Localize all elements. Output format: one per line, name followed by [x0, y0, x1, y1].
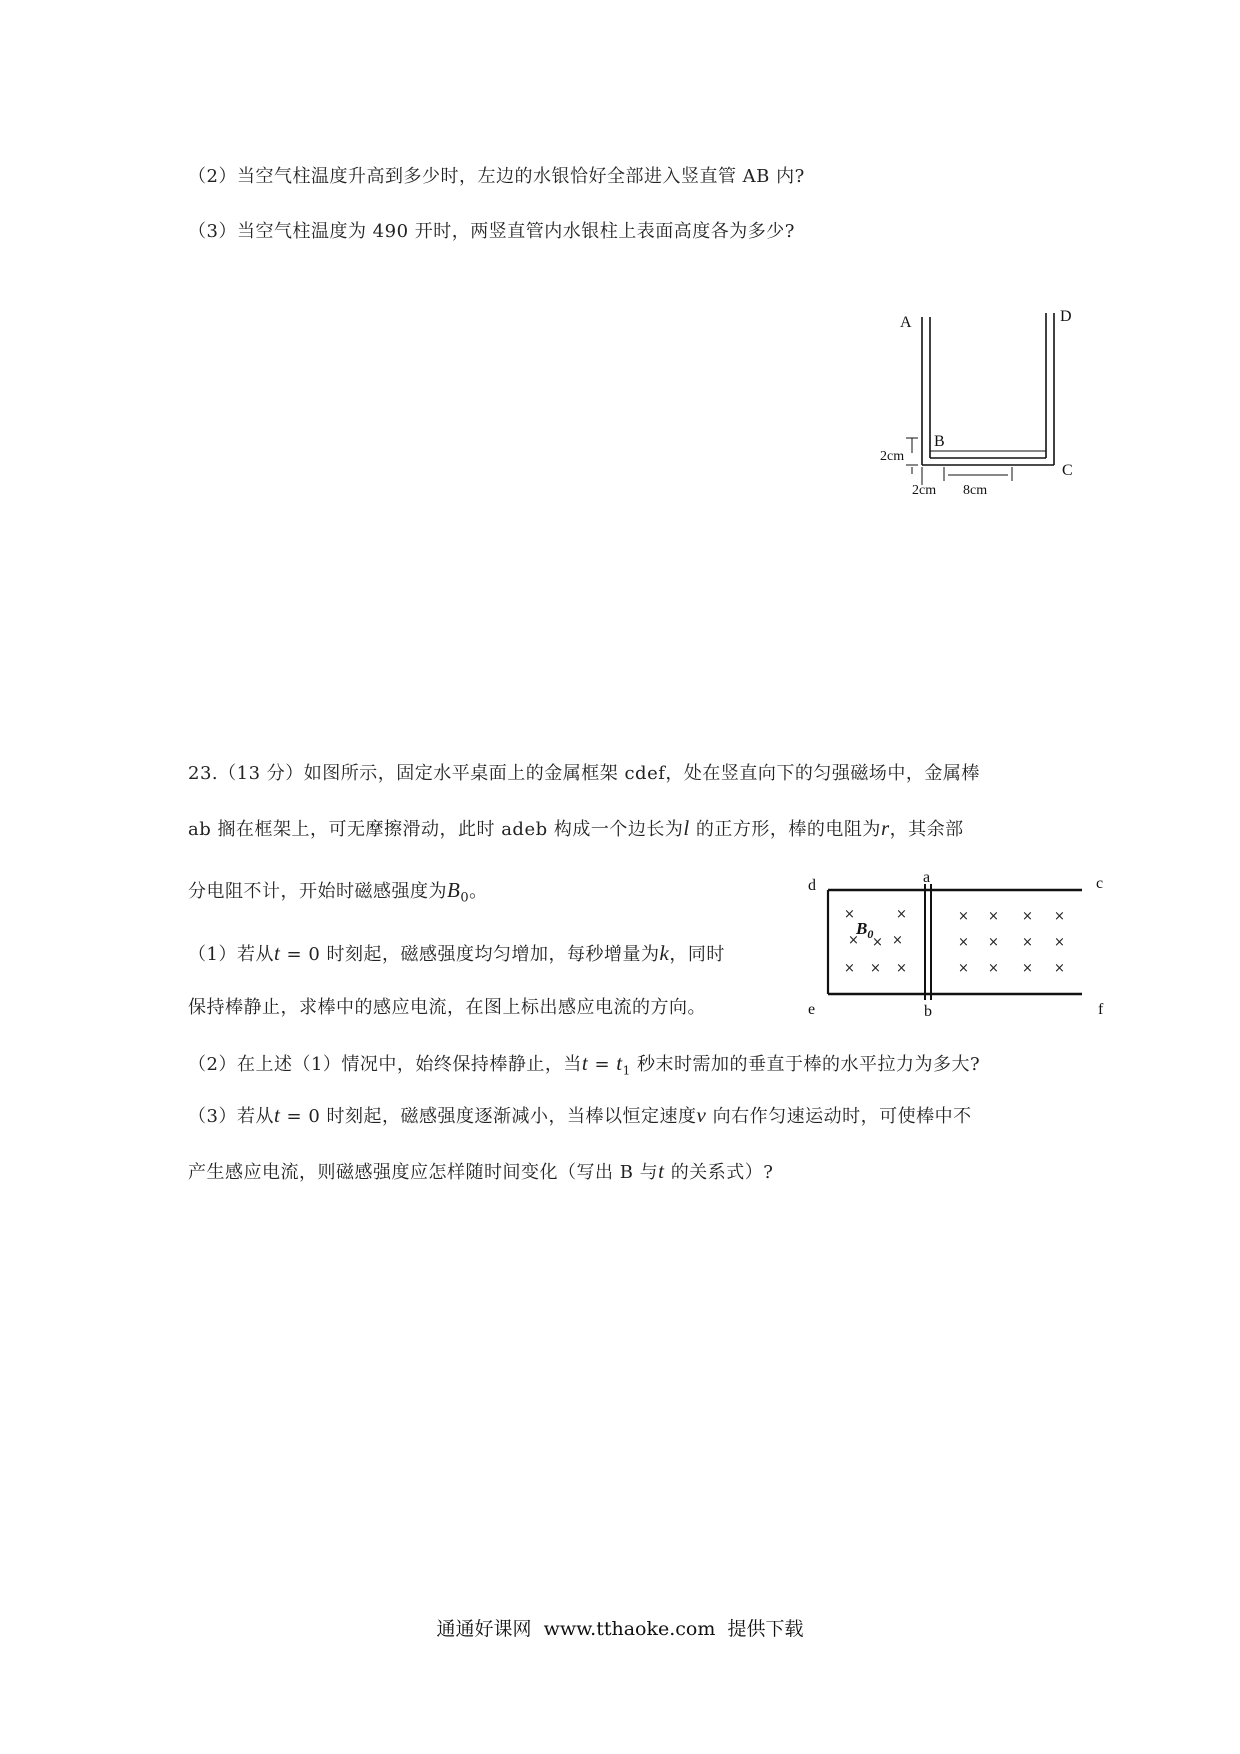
q23-p2-pre: （2）在上述（1）情况中，始终保持棒静止，当: [188, 1054, 582, 1075]
field-cross-mark: ×: [892, 933, 903, 948]
var-b0: B: [447, 878, 461, 902]
var-k: k: [659, 941, 670, 965]
label-a: A: [900, 314, 912, 331]
var-r: r: [880, 816, 890, 840]
magnetic-field-crosses: [844, 907, 1065, 976]
label-d: D: [1060, 308, 1072, 325]
var-t1-sub: 1: [622, 1063, 631, 1078]
field-cross-mark: ×: [1022, 909, 1033, 924]
field-cross-mark: ×: [1054, 909, 1065, 924]
field-cross-mark: ×: [896, 907, 907, 922]
q23-line1: 23.（13 分）如图所示，固定水平桌面上的金属框架 cdef，处在竖直向下的匀强磁场中，金属棒: [188, 763, 980, 784]
eq-sign: =: [588, 1054, 617, 1075]
metal-frame-figure: [800, 868, 1120, 1028]
field-label: [855, 919, 873, 941]
dim-2cm-horizontal: 2cm: [912, 483, 937, 495]
q23-line3-post: 。: [469, 881, 488, 902]
q23-line2-post: ，其余部: [889, 819, 964, 840]
q23-p2-post: 秒末时需加的垂直于棒的水平拉力为多大?: [630, 1054, 981, 1075]
u-tube-figure: [870, 305, 1090, 495]
label-c: c: [1096, 875, 1104, 892]
eq-zero: = 0: [280, 1106, 321, 1127]
field-cross-mark: ×: [872, 935, 883, 950]
q22-part3: （3）当空气柱温度为 490 开时，两竖直管内水银柱上表面高度各为多少?: [188, 221, 795, 242]
label-a: a: [923, 869, 931, 886]
q23-part1-a: [188, 941, 725, 967]
q23-part3-b: [188, 1159, 773, 1185]
field-cross-mark: ×: [844, 961, 855, 976]
q23-line2: [188, 816, 964, 842]
field-cross-mark: ×: [896, 961, 907, 976]
q23-line2-mid: 的正方形，棒的电阻为: [689, 819, 881, 840]
q23-line2-pre: ab 搁在框架上，可无摩擦滑动，此时 adeb 构成一个边长为: [188, 819, 684, 840]
label-f: f: [1098, 1001, 1104, 1018]
q23-part3-a: [188, 1103, 972, 1129]
var-t: t: [658, 1159, 665, 1183]
field-cross-mark: ×: [1054, 961, 1065, 976]
field-cross-mark: ×: [988, 961, 999, 976]
field-cross-mark: ×: [1022, 961, 1033, 976]
q23-p1-post: ，同时: [669, 944, 725, 965]
field-cross-mark: ×: [844, 907, 855, 922]
q23-p1-pre: （1）若从: [188, 944, 274, 965]
q23-p1-mid: 时刻起，磁感强度均匀增加，每秒增量为: [320, 944, 660, 965]
var-t: t: [273, 1103, 281, 1127]
field-cross-mark: ×: [848, 933, 859, 948]
q23-line3: [188, 878, 488, 911]
field-cross-mark: ×: [1054, 935, 1065, 950]
footer-url[interactable]: www.tthaoke.com: [543, 1618, 716, 1640]
footer-suffix: 提供下载: [727, 1618, 804, 1640]
field-cross-mark: ×: [988, 909, 999, 924]
eq-zero: = 0: [280, 944, 321, 965]
label-e: e: [808, 1001, 816, 1018]
var-t: t: [581, 1051, 589, 1075]
q23-part2: [188, 1051, 980, 1083]
label-b: b: [924, 1003, 932, 1020]
page-footer: [0, 1614, 1240, 1641]
field-cross-mark: ×: [988, 935, 999, 950]
footer-site-name: 通通好课网: [436, 1618, 532, 1640]
q23-p3-pre: （3）若从: [188, 1106, 274, 1127]
field-cross-mark: ×: [958, 961, 969, 976]
dim-8cm: 8cm: [963, 483, 988, 495]
q23-p3b-pre: 产生感应电流，则磁感强度应怎样随时间变化（写出 B 与: [188, 1162, 659, 1183]
q23-p3-post: 向右作匀速运动时，可使棒中不: [706, 1106, 972, 1127]
field-label-sub: 0: [867, 927, 874, 941]
var-l: l: [683, 816, 690, 840]
field-cross-mark: ×: [870, 961, 881, 976]
var-b0-sub: 0: [460, 890, 470, 906]
dim-2cm-vertical: 2cm: [880, 449, 905, 464]
var-t: t: [273, 941, 281, 965]
field-label-b: B: [856, 919, 868, 938]
label-d: d: [808, 877, 816, 894]
label-b: B: [934, 433, 945, 450]
field-cross-mark: ×: [1022, 935, 1033, 950]
q23-part1-b: 保持棒静止，求棒中的感应电流，在图上标出感应电流的方向。: [188, 997, 706, 1018]
q23-p3b-post: 的关系式）?: [664, 1162, 774, 1183]
q23-line3-pre: 分电阻不计，开始时磁感强度为: [188, 881, 447, 902]
var-v: v: [696, 1103, 707, 1127]
q22-part2: （2）当空气柱温度升高到多少时，左边的水银恰好全部进入竖直管 AB 内?: [188, 166, 805, 187]
field-cross-mark: ×: [958, 935, 969, 950]
var-t1: t: [616, 1051, 623, 1075]
q23-p3-mid: 时刻起，磁感强度逐渐减小，当棒以恒定速度: [320, 1106, 697, 1127]
label-c: C: [1062, 462, 1073, 479]
field-cross-mark: ×: [958, 909, 969, 924]
